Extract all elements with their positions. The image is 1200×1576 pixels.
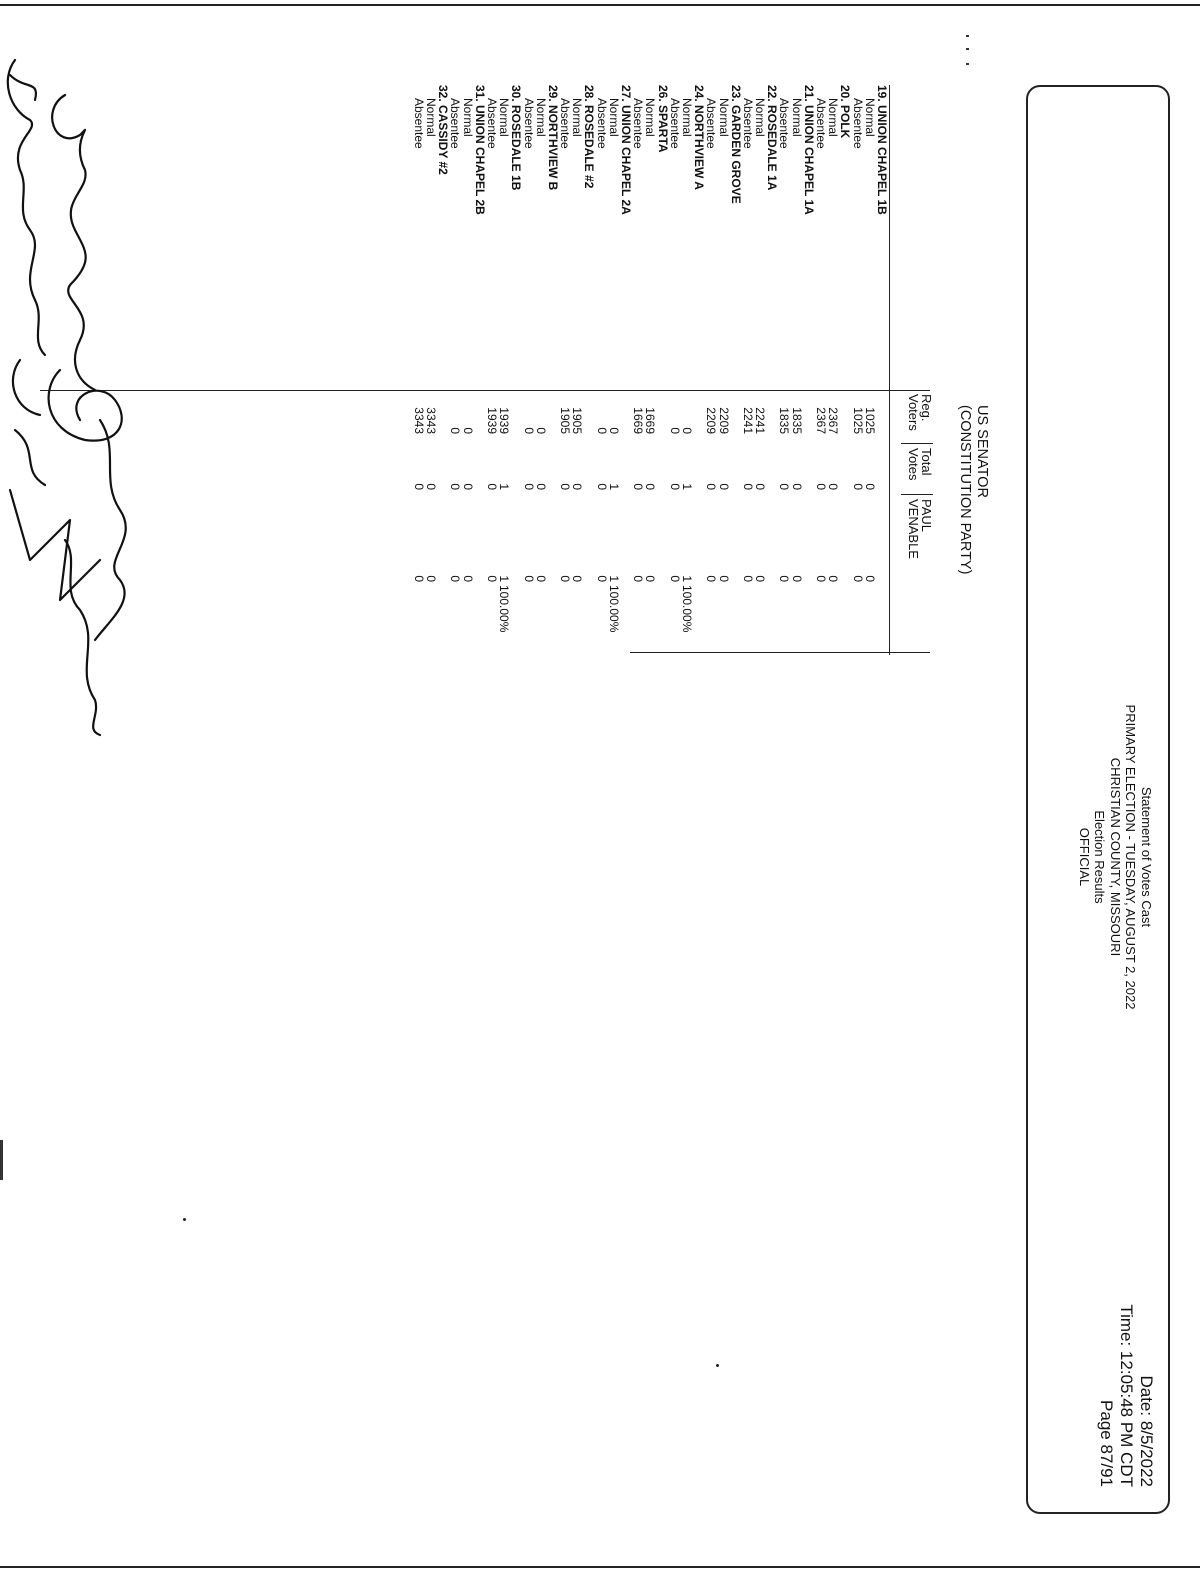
total-votes-cell: 0 <box>424 483 439 490</box>
total-votes-cell: 0 <box>558 483 573 490</box>
candidate-votes-cell: 0 <box>411 575 426 582</box>
total-votes-cell: 0 <box>826 483 841 490</box>
candidate-percent-cell <box>717 585 729 632</box>
candidate-percent-cell: 100.00% <box>497 585 512 633</box>
vote-type-label: Normal <box>497 98 512 137</box>
total-votes-cell: 0 <box>850 483 865 490</box>
report-title <box>1077 647 1155 1067</box>
candidate-percent-cell <box>778 585 790 632</box>
reg-voters-cell: 0 <box>521 427 536 434</box>
candidate-percent-cell <box>864 585 876 632</box>
spacer <box>876 444 888 490</box>
vote-type-label: Absentee <box>850 98 865 149</box>
title-line: Statement of Votes Cast <box>1139 786 1154 928</box>
spacer <box>839 585 851 632</box>
vote-type-label: Normal <box>606 98 621 137</box>
spacer <box>839 444 851 490</box>
total-votes-cell: 0 <box>521 483 536 490</box>
candidate-percent-cell <box>571 585 583 632</box>
candidate-votes-cell: 0 <box>826 575 841 582</box>
vote-type-label: Normal <box>424 98 439 137</box>
candidate-percent-cell <box>461 585 473 632</box>
spacer <box>803 390 815 434</box>
spacer <box>474 390 486 434</box>
title-line: Election Results <box>1092 810 1108 904</box>
spacer <box>766 585 778 632</box>
total-votes-cell: 0 <box>814 483 829 490</box>
reg-voters-column <box>413 390 888 434</box>
scan-bottom-edge <box>0 1566 1200 1568</box>
reg-voters-cell: 1669 <box>631 407 646 434</box>
spacer <box>437 500 449 582</box>
candidate-percent-cell <box>449 585 461 632</box>
candidate-votes-cell: 0 <box>704 575 719 582</box>
vote-type-label: Absentee <box>448 98 463 149</box>
total-votes-cell: 0 <box>777 483 792 490</box>
candidate-percent-cell <box>413 585 425 632</box>
candidate-votes-column <box>413 500 888 582</box>
candidate-votes-cell: 0 <box>570 575 585 582</box>
candidate-percent-cell <box>535 585 547 632</box>
precinct-name: 21. UNION CHAPEL 1A <box>801 85 816 215</box>
candidate-votes-cell: 1 <box>497 575 512 582</box>
reg-voters-cell: 1905 <box>558 407 573 434</box>
total-votes-header <box>907 448 933 481</box>
vote-type-label: Normal <box>460 98 475 137</box>
vote-type-label: Normal <box>862 98 877 137</box>
contest-title <box>956 405 990 574</box>
precinct-name: 19. UNION CHAPEL 1B <box>875 85 889 215</box>
header-text: Votes <box>906 448 921 481</box>
spacer <box>620 390 632 434</box>
spacer <box>730 444 742 490</box>
spacer <box>656 585 668 632</box>
spacer <box>583 390 595 434</box>
header-divider <box>901 443 933 444</box>
candidate-votes-cell: 0 <box>424 575 439 582</box>
candidate-percent-cell: 100.00% <box>606 585 621 633</box>
reg-voters-cell: 2367 <box>814 407 829 434</box>
total-votes-cell: 0 <box>448 483 463 490</box>
header-text: PAUL <box>919 499 934 532</box>
candidate-votes-cell: 0 <box>448 575 463 582</box>
title-line: CHRISTIAN COUNTY, MISSOURI <box>1108 757 1123 957</box>
total-votes-cell: 1 <box>606 483 621 490</box>
spacer <box>547 500 559 582</box>
candidate-percent-cell <box>486 585 498 632</box>
candidate-percent-cell <box>742 585 754 632</box>
spacer <box>766 390 778 434</box>
candidate-votes-cell: 0 <box>667 575 682 582</box>
candidate-percent-cell <box>791 585 803 632</box>
reg-voters-cell: 1835 <box>777 407 792 434</box>
contest-party: (CONSTITUTION PARTY) <box>957 405 973 575</box>
spacer <box>693 444 705 490</box>
scan-speck <box>183 1218 186 1221</box>
spacer <box>547 585 559 632</box>
candidate-votes-cell: 0 <box>850 575 865 582</box>
precinct-name: 27. UNION CHAPEL 2A <box>619 85 634 215</box>
candidate-votes-cell: 0 <box>533 575 548 582</box>
total-votes-cell: 0 <box>631 483 646 490</box>
precinct-name: 26. SPARTA <box>655 85 670 153</box>
reg-voters-cell: 0 <box>448 427 463 434</box>
reg-voters-cell: 2241 <box>740 407 755 434</box>
candidate-percent-cell <box>522 585 534 632</box>
precinct-name: 30. ROSEDALE 1B <box>509 85 524 191</box>
precinct-name: 32. CASSIDY #2 <box>436 85 451 175</box>
spacer <box>693 585 705 632</box>
spacer <box>620 585 632 632</box>
total-votes-cell: 1 <box>680 483 694 490</box>
spacer <box>510 444 522 490</box>
candidate-votes-cell: 0 <box>631 575 646 582</box>
candidate-percent-cell <box>827 585 839 632</box>
candidate-percent-cell <box>754 585 766 632</box>
spacer <box>547 444 559 490</box>
vote-type-label: Normal <box>789 98 804 137</box>
spacer <box>437 585 449 632</box>
date-block <box>1096 1304 1156 1487</box>
spacer <box>583 500 595 582</box>
header-divider <box>901 494 933 495</box>
precinct-name: 20. POLK <box>838 85 853 139</box>
reg-voters-cell: 1025 <box>862 407 877 434</box>
table-divider <box>630 652 930 653</box>
reg-voters-cell: 2209 <box>716 407 731 434</box>
candidate-votes-cell: 0 <box>789 575 804 582</box>
total-votes-cell: 0 <box>485 483 499 490</box>
spacer <box>766 500 778 582</box>
precinct-name: 22. ROSEDALE 1A <box>765 85 780 191</box>
spacer <box>510 500 522 582</box>
precinct-name: 28. ROSEDALE #2 <box>582 85 597 189</box>
reg-voters-header <box>907 394 933 431</box>
vote-type-label: Absentee <box>740 98 755 149</box>
candidate-votes-cell: 0 <box>862 575 877 582</box>
candidate-percent-cell <box>559 585 571 632</box>
reg-voters-cell: 1939 <box>485 407 499 434</box>
total-votes-cell: 0 <box>753 483 768 490</box>
vote-type-label: Absentee <box>631 98 646 149</box>
reg-voters-cell: 1835 <box>789 407 804 434</box>
total-votes-cell: 0 <box>533 483 548 490</box>
scan-top-edge <box>0 4 1200 6</box>
candidate-percent-column <box>413 585 888 632</box>
spacer <box>510 390 522 434</box>
spacer <box>656 500 668 582</box>
reg-voters-cell: 0 <box>594 427 609 434</box>
spacer <box>803 585 815 632</box>
spacer <box>876 390 888 434</box>
header-box <box>1026 85 1170 1514</box>
scan-speck <box>716 1364 719 1367</box>
candidate-percent-cell <box>851 585 863 632</box>
vote-type-label: Absentee <box>558 98 573 149</box>
total-votes-cell: 0 <box>570 483 585 490</box>
reg-voters-cell: 1905 <box>570 407 585 434</box>
header-text: Reg. <box>919 394 934 422</box>
spacer <box>730 390 742 434</box>
candidate-votes-cell: 0 <box>521 575 536 582</box>
reg-voters-cell: 0 <box>667 427 682 434</box>
candidate-percent-cell <box>596 585 608 632</box>
spacer <box>474 585 486 632</box>
total-votes-cell: 0 <box>740 483 755 490</box>
candidate-percent-cell <box>632 585 644 632</box>
spacer <box>474 500 486 582</box>
vote-type-label: Normal <box>533 98 548 137</box>
spacer <box>766 444 778 490</box>
candidate-votes-cell: 0 <box>814 575 829 582</box>
vote-type-label: Absentee <box>521 98 536 149</box>
vote-type-label: Absentee <box>777 98 792 149</box>
candidate-percent-cell <box>815 585 827 632</box>
candidate-percent-cell <box>705 585 717 632</box>
candidate-votes-cell: 0 <box>777 575 792 582</box>
total-votes-column <box>413 444 888 490</box>
spacer <box>839 390 851 434</box>
precinct-name: 23. GARDEN GROVE <box>728 85 743 204</box>
candidate-votes-cell: 0 <box>716 575 731 582</box>
candidate-percent-cell <box>644 585 656 632</box>
candidate-percent-cell: 100.00% <box>680 585 694 633</box>
spacer <box>583 444 595 490</box>
spacer <box>730 500 742 582</box>
candidate-votes-cell: 0 <box>594 575 609 582</box>
candidate-votes-cell: 1 <box>606 575 621 582</box>
spacer <box>876 585 888 632</box>
reg-voters-cell: 1669 <box>643 407 658 434</box>
reg-voters-cell: 1025 <box>850 407 865 434</box>
reg-voters-cell: 1939 <box>497 407 512 434</box>
reg-voters-cell: 3343 <box>424 407 439 434</box>
header-rule <box>889 85 890 655</box>
total-votes-cell: 0 <box>594 483 609 490</box>
vote-type-label: Normal <box>680 98 694 137</box>
contest-name: US SENATOR <box>974 405 990 498</box>
spacer <box>437 390 449 434</box>
candidate-votes-cell: 0 <box>740 575 755 582</box>
vote-type-label: Normal <box>716 98 731 137</box>
precinct-list <box>413 85 888 385</box>
candidate-votes-cell: 1 <box>680 575 694 582</box>
reg-voters-cell: 2209 <box>704 407 719 434</box>
spacer <box>547 390 559 434</box>
spacer <box>656 444 668 490</box>
vote-type-label: Normal <box>643 98 658 137</box>
title-line: PRIMARY ELECTION - TUESDAY, AUGUST 2, 2022 <box>1123 704 1139 1010</box>
candidate-votes-cell: 0 <box>485 575 499 582</box>
spacer <box>474 444 486 490</box>
spacer <box>803 444 815 490</box>
total-votes-cell: 0 <box>862 483 877 490</box>
spacer <box>583 585 595 632</box>
vote-type-label: Absentee <box>814 98 829 149</box>
candidate-header <box>907 499 933 559</box>
vote-type-label: Absentee <box>667 98 682 149</box>
reg-voters-cell: 3343 <box>411 407 426 434</box>
reg-voters-cell: 2241 <box>753 407 768 434</box>
header-text: Voters <box>906 394 921 431</box>
report-time: Time: 12:05:48 PM CDT <box>1117 1304 1136 1487</box>
total-votes-cell: 0 <box>460 483 475 490</box>
reg-voters-cell: 0 <box>680 427 694 434</box>
spacer <box>620 444 632 490</box>
precinct-name: 31. UNION CHAPEL 2B <box>472 85 487 215</box>
vote-type-label: Normal <box>753 98 768 137</box>
total-votes-cell: 0 <box>667 483 682 490</box>
reg-voters-cell: 0 <box>606 427 621 434</box>
spacer <box>839 500 851 582</box>
total-votes-cell: 0 <box>716 483 731 490</box>
spacer <box>876 500 888 582</box>
scan-edge-mark <box>0 1140 3 1180</box>
spacer <box>656 390 668 434</box>
candidate-votes-cell: 0 <box>643 575 658 582</box>
header-text: VENABLE <box>906 499 921 559</box>
rotated-page <box>10 20 1180 1520</box>
reg-voters-cell: 0 <box>460 427 475 434</box>
precinct-name: 29. NORTHVIEW B <box>545 85 560 191</box>
reg-voters-cell: 0 <box>533 427 548 434</box>
title-line: OFFICIAL <box>1077 827 1092 887</box>
total-votes-cell: 0 <box>789 483 804 490</box>
candidate-percent-cell <box>669 585 681 632</box>
spacer <box>730 585 742 632</box>
vote-type-label: Absentee <box>485 98 499 149</box>
candidate-votes-cell: 0 <box>558 575 573 582</box>
vote-type-label: Absentee <box>411 98 426 149</box>
page-number: Page 87/91 <box>1097 1400 1116 1487</box>
spacer <box>803 500 815 582</box>
reg-voters-cell: 2367 <box>826 407 841 434</box>
vote-type-label: Normal <box>826 98 841 137</box>
report-date: Date: 8/5/2022 <box>1137 1375 1156 1487</box>
spacer <box>620 500 632 582</box>
vote-type-label: Normal <box>570 98 585 137</box>
total-votes-cell: 1 <box>497 483 512 490</box>
spacer <box>693 390 705 434</box>
vote-type-label: Absentee <box>594 98 609 149</box>
vote-type-label: Absentee <box>704 98 719 149</box>
spacer <box>510 585 522 632</box>
candidate-percent-cell <box>425 585 437 632</box>
spacer <box>693 500 705 582</box>
header-text: Total <box>919 448 934 476</box>
precinct-name: 24. NORTHVIEW A <box>692 85 707 190</box>
candidate-votes-cell: 0 <box>460 575 475 582</box>
candidate-votes-cell: 0 <box>753 575 768 582</box>
spacer <box>437 444 449 490</box>
total-votes-cell: 0 <box>704 483 719 490</box>
total-votes-cell: 0 <box>411 483 426 490</box>
total-votes-cell: 0 <box>643 483 658 490</box>
